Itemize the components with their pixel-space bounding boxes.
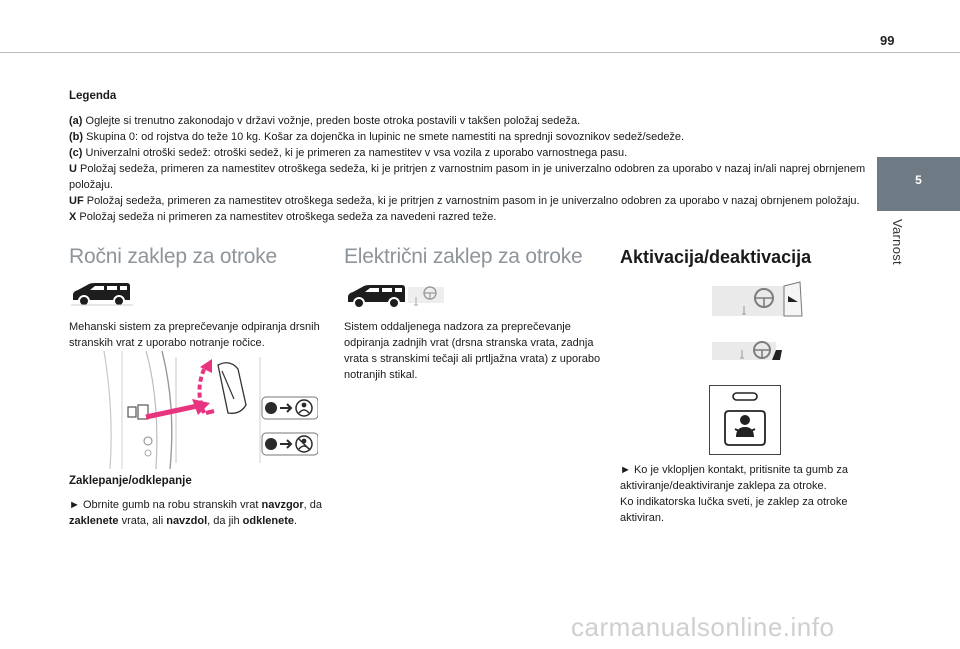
legend-title: Legenda <box>69 90 117 102</box>
child-lock-button[interactable] <box>709 385 781 455</box>
electric-lock-description: Sistem oddaljenega nadzora za preprečevanje odpiranja zadnjih vrat (drsna stranska vrata, zadnja vrata s stranskimi tečaji ali prtljažna vrata) z uporabo notranjih stikal. <box>344 321 601 381</box>
legend-section <box>69 88 869 225</box>
manual-lock-instruction: ► Obrnite gumb na robu stranskih vrat navzgor, da zaklenete vrata, ali navzdol, da jih odklenete. <box>69 499 323 527</box>
van-with-switch-icon <box>344 281 448 311</box>
legend-item: (c) Univerzalni otroški sedež: otroški sedež, ki je primeren za namestitev v vsa vozila z uporabo varnostnega pasu. <box>69 147 628 159</box>
manual-lock-section <box>69 245 327 269</box>
activation-instruction: ► Ko je vklopljen kontakt, pritisnite ta gumb za aktiviranje/deaktiviranje zaklepa za otroke. <box>620 464 848 492</box>
activation-heading: Aktivacija/deaktivacija <box>620 247 812 267</box>
legend-item: UF Položaj sedeža, primeren za namestitev otroškega sedeža, ki je pritrjen z varnostnim pasom in je univerzalno odobren za uporabo v nazaj obrnjenem položaju. <box>69 195 860 207</box>
activation-indicator-note: Ko indikatorska lučka sveti, je zaklep za otroke aktiviran. <box>620 496 848 524</box>
lock-unlock-subheading: Zaklepanje/odklepanje <box>69 475 192 487</box>
manual-lock-heading: Ročni zaklep za otroke <box>69 245 278 268</box>
chapter-number: 5 <box>915 173 922 187</box>
legend-item: (b) Skupina 0: od rojstva do teže 10 kg. Košar za dojenčka in lupinic ne smete namestiti na sprednji sovoznikov sedež/sedeže. <box>69 131 685 143</box>
legend-item: X Položaj sedeža ni primeren za namestitev otroškega sedeža za navedeni razred teže. <box>69 211 497 223</box>
legend-item: U Položaj sedeža, primeren za namestitev otroškega sedeža, ki je pritrjen z varnostnim pasom in je univerzalno odobren za uporabo v nazaj in/ali naprej obrnjenem položaju. <box>69 163 866 191</box>
steering-switch-illustration <box>710 336 784 364</box>
dashboard-switch-illustration <box>710 280 806 322</box>
door-lock-illustration <box>100 351 318 469</box>
electric-lock-section <box>344 245 602 269</box>
manual-lock-description: Mehanski sistem za preprečevanje odpiranja drsnih stranskih vrat z uporabo notranje ročice. <box>69 321 320 349</box>
header-rule <box>0 52 960 53</box>
chapter-tab[interactable] <box>877 157 960 211</box>
electric-lock-heading: Električni zaklep za otroke <box>344 245 583 268</box>
chapter-label: Varnost <box>890 219 905 265</box>
activation-section <box>620 245 878 268</box>
van-icon <box>69 281 135 307</box>
watermark: carmanualsonline.info <box>571 612 835 642</box>
legend-item: (a) Oglejte si trenutno zakonodajo v državi vožnje, preden boste otroka postavili v takšen položaj sedeža. <box>69 115 581 127</box>
page-number: 99 <box>880 33 895 48</box>
